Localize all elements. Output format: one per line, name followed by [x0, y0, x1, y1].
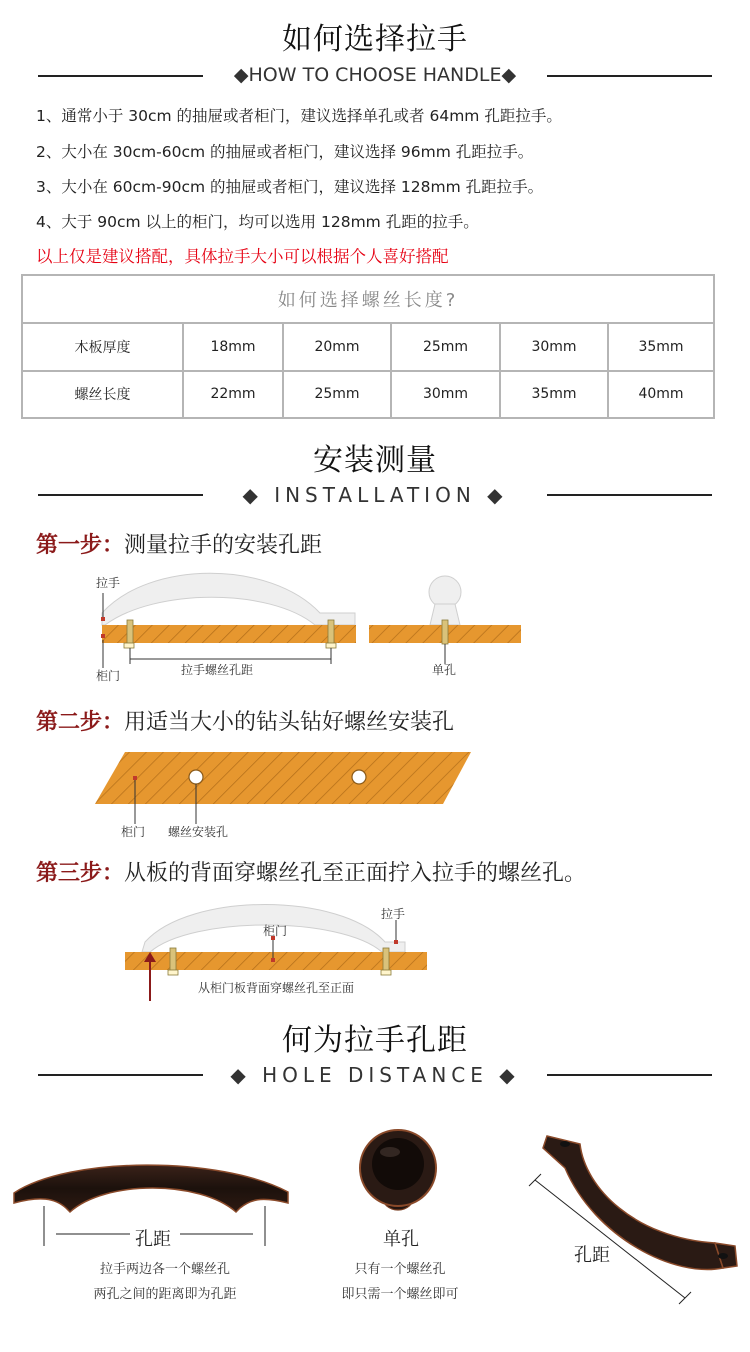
step-3-label: 第三步： — [36, 861, 125, 886]
knob-desc-1: 只有一个螺丝孔 — [354, 1262, 446, 1277]
step-2 — [36, 705, 454, 736]
label-door-3: 柜门 — [263, 924, 288, 938]
handle-desc-1: 拉手两边各一个螺丝孔 — [99, 1262, 230, 1277]
step-2-label: 第二步： — [36, 710, 125, 735]
screw-icon — [170, 948, 176, 972]
table-row — [22, 323, 714, 371]
step-3 — [36, 856, 586, 887]
label-single-hole: 单孔 — [432, 663, 457, 677]
screw-icon — [383, 948, 389, 972]
table-row — [22, 371, 714, 419]
step-2-text: 用适当大小的钻头钻好螺丝安装孔 — [124, 710, 455, 735]
hole-subtitle: ◆ HOLE DISTANCE ◆ — [230, 1063, 520, 1087]
tip-note: 以上仅是建议搭配，具体拉手大小可以根据个人喜好搭配 — [36, 247, 449, 266]
step-1-diagram — [90, 568, 540, 688]
angled-hole-distance-label: 孔距 — [574, 1245, 610, 1266]
table-title: 如何选择螺丝长度? — [22, 275, 714, 323]
row-label: 木板厚度 — [22, 323, 183, 371]
drill-hole-icon — [189, 770, 203, 784]
hole-title: 何为拉手孔距 — [282, 1023, 468, 1058]
handle-shape — [102, 573, 355, 625]
choose-subtitle: ◆HOW TO CHOOSE HANDLE◆ — [233, 64, 517, 86]
choose-title: 如何选择拉手 — [282, 22, 468, 57]
screw-icon — [127, 620, 133, 644]
tip-4: 4、大于 90cm 以上的柜门，均可以选用 128mm 孔距的拉手。 — [36, 213, 479, 231]
table-cell: 35mm — [500, 371, 608, 419]
table-cell: 25mm — [391, 323, 500, 371]
label-hole-distance: 拉手螺丝孔距 — [181, 663, 254, 677]
table-cell: 35mm — [608, 323, 714, 371]
bronze-angled-handle-image — [525, 1128, 745, 1308]
label-handle-3: 拉手 — [381, 907, 406, 921]
drilled-board — [95, 752, 471, 804]
table-cell: 30mm — [500, 323, 608, 371]
table-cell: 40mm — [608, 371, 714, 419]
label-door: 柜门 — [96, 669, 121, 683]
label-back-through: 从柜门板背面穿螺丝孔至正面 — [198, 981, 355, 995]
knob-desc-2: 即只需一个螺丝即可 — [341, 1287, 459, 1302]
step-1 — [36, 528, 322, 559]
install-title: 安装测量 — [313, 443, 437, 478]
hole-distance-label: 孔距 — [135, 1229, 171, 1250]
step-2-diagram — [95, 752, 475, 842]
tip-3: 3、大小在 60cm-90cm 的抽屉或者柜门，建议选择 128mm 孔距拉手。 — [36, 178, 544, 196]
drill-hole-icon — [352, 770, 366, 784]
step-1-text: 测量拉手的安装孔距 — [124, 533, 323, 558]
handle-desc-2: 两孔之间的距离即为孔距 — [93, 1287, 237, 1302]
table-cell: 30mm — [391, 371, 500, 419]
table-header-row — [22, 275, 714, 323]
label-door-2: 柜门 — [121, 825, 146, 839]
install-subtitle: ◆ INSTALLATION ◆ — [242, 483, 508, 507]
table-cell: 18mm — [183, 323, 283, 371]
door-board — [102, 625, 356, 643]
step-1-label: 第一步： — [36, 533, 125, 558]
screw-icon — [328, 620, 334, 644]
step-3-text: 从板的背面穿螺丝孔至正面拧入拉手的螺丝孔。 — [124, 861, 587, 886]
screw-icon — [442, 620, 448, 644]
table-cell: 20mm — [283, 323, 391, 371]
row-label: 螺丝长度 — [22, 371, 183, 419]
label-screw-hole: 螺丝安装孔 — [168, 825, 229, 839]
label-handle: 拉手 — [96, 576, 121, 590]
screw-length-table — [21, 274, 715, 419]
tip-2: 2、大小在 30cm-60cm 的抽屉或者柜门，建议选择 96mm 孔距拉手。 — [36, 143, 534, 161]
tip-1: 1、通常小于 30cm 的抽屉或者柜门，建议选择单孔或者 64mm 孔距拉手。 — [36, 107, 562, 125]
table-cell: 25mm — [283, 371, 391, 419]
table-cell: 22mm — [183, 371, 283, 419]
single-hole-label: 单孔 — [383, 1229, 419, 1250]
bronze-knob-image — [348, 1120, 448, 1220]
